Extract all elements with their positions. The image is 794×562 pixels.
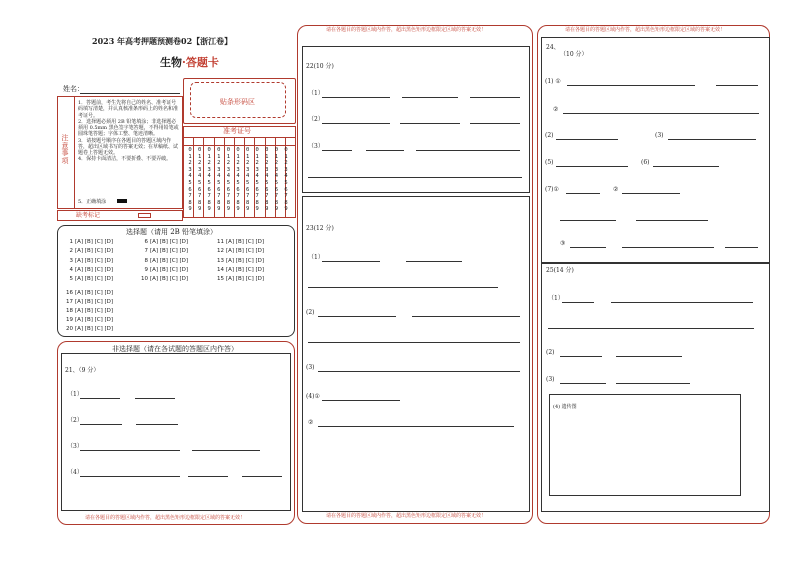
q24-answer-line[interactable] (570, 247, 606, 248)
barcode-label: 贴条形码区 (220, 98, 255, 106)
warning-text: 请在各题目的答题区域内作答，超出黑色矩形边框限定区域的答案无效！ (85, 515, 246, 521)
mcq-question-number: 10 (141, 276, 148, 283)
exam-id-digit-bubble[interactable]: 5 (255, 180, 259, 186)
q24-part-label: ③ (560, 240, 566, 247)
note-item: 2．选择题必须用 2B 铅笔填涂；非选择题必须用 0.5mm 黑色签字笔答题，不得用铅笔或圆珠笔答题；字体工整、笔迹清晰。 (78, 118, 179, 138)
exam-id-digit-bubble[interactable]: 8 (245, 199, 250, 206)
q22-answer-line[interactable] (470, 97, 520, 98)
exam-id-digit-bubble[interactable]: 1 (274, 153, 279, 160)
exam-id-digit-bubble[interactable]: 6 (265, 186, 269, 193)
mcq-option-bubbles[interactable]: [A] [B] [C] [D] (75, 248, 114, 255)
q23-answer-line[interactable] (308, 342, 520, 343)
q23-answer-line[interactable] (406, 261, 462, 262)
mcq-question-number: 19 (66, 317, 73, 324)
q22-part-label: （1） (308, 90, 324, 97)
q24-answer-line[interactable] (556, 139, 618, 140)
absent-checkbox[interactable] (138, 213, 151, 218)
mcq-question-number: 9 (144, 266, 148, 273)
q25-answer-line[interactable] (548, 328, 754, 329)
mcq-question-number: 7 (144, 248, 148, 255)
q24-answer-line[interactable] (566, 193, 600, 194)
q23-part-label: (4)① (306, 393, 320, 400)
exam-id-digit-bubble[interactable]: 9 (197, 206, 202, 213)
exam-id-digit-bubble[interactable]: 6 (226, 186, 231, 193)
mcq-question-number: 4 (69, 266, 73, 273)
q21-label: 21、（9 分） (65, 367, 100, 374)
genetic-diagram-box[interactable] (549, 394, 741, 496)
exam-id-digit-bubble[interactable]: 7 (255, 193, 259, 200)
exam-id-rule (183, 137, 296, 138)
q24-label: 24、 (546, 44, 560, 51)
mcq-option-bubbles[interactable]: [A] [B] [C] [D] (75, 290, 114, 296)
subject-name: 生物 (160, 56, 182, 69)
q25-answer-line[interactable] (616, 356, 682, 357)
mcq-option-bubbles[interactable]: [A] [B] [C] [D] (75, 299, 114, 306)
exam-id-digit-bubble[interactable]: 6 (188, 186, 192, 193)
q23-part-label: (3) (306, 364, 315, 371)
exam-id-digit-bubble[interactable]: 1 (217, 153, 221, 160)
exam-id-digit-bubble[interactable]: 9 (284, 206, 288, 213)
notes-divider (74, 96, 75, 209)
exam-id-digit-bubble[interactable]: 1 (207, 153, 211, 160)
q25-answer-line[interactable] (616, 383, 690, 384)
exam-id-digit-bubble[interactable]: 5 (284, 180, 288, 186)
q21-answer-line[interactable] (135, 398, 175, 399)
q22-answer-line[interactable] (470, 123, 520, 124)
exam-id-digit-bubble[interactable]: 3 (265, 166, 269, 173)
exam-id-digit-bubble[interactable]: 7 (245, 193, 250, 200)
exam-id-digit-bubble[interactable]: 0 (207, 147, 211, 153)
exam-id-digit-bubble[interactable]: 1 (236, 153, 240, 160)
mcq-question-number: 8 (144, 257, 148, 264)
exam-id-digit-bubble[interactable]: 3 (274, 166, 279, 173)
exam-id-digit-bubble[interactable]: 9 (274, 206, 279, 213)
q24-answer-line[interactable] (622, 193, 680, 194)
exam-id-digit-bubble[interactable]: 0 (284, 147, 288, 153)
q21-answer-line[interactable] (242, 476, 282, 477)
mcq-question-number: 3 (69, 257, 73, 264)
q23-answer-line[interactable] (322, 261, 380, 262)
name-field[interactable] (80, 93, 180, 94)
q22-answer-line[interactable] (402, 97, 458, 98)
exam-id-digit-bubble[interactable]: 8 (188, 199, 192, 206)
mcq-option-bubbles[interactable]: [A] [B] [C] [D] (226, 276, 265, 283)
q21-answer-line[interactable] (136, 424, 178, 425)
mcq-option-bubbles[interactable]: [A] [B] [C] [D] (226, 248, 265, 255)
q24-part-label: (5) (545, 159, 554, 166)
q24-part-label: (2) (545, 132, 554, 139)
mcq-question-number: 15 (217, 276, 224, 283)
q24-score: （10 分） (560, 51, 588, 58)
mcq-question-number: 16 (66, 290, 73, 296)
exam-id-digit-bubble[interactable]: 9 (245, 206, 250, 213)
exam-id-digit-bubble[interactable]: 2 (245, 160, 250, 167)
q25-part-label: (2) (546, 349, 555, 356)
exam-id-digit-bubble[interactable]: 5 (217, 180, 221, 186)
exam-id-digit-bubble[interactable]: 2 (217, 160, 221, 167)
mcq-question-number: 1 (69, 239, 73, 245)
mcq-option-bubbles[interactable]: [A] [B] [C] [D] (75, 257, 114, 264)
q21-answer-line[interactable] (80, 424, 122, 425)
mcq-option-bubbles[interactable]: [A] [B] [C] [D] (150, 248, 189, 255)
exam-id-digit-bubble[interactable]: 2 (207, 160, 211, 167)
exam-id-digit-bubble[interactable]: 3 (217, 166, 221, 173)
q25-part-label: (3) (546, 376, 555, 383)
exam-id-digit-bubble[interactable]: 7 (226, 193, 231, 200)
mcq-option-bubbles[interactable]: [A] [B] [C] [D] (75, 266, 114, 273)
q22-label: 22(10 分) (306, 63, 334, 70)
exam-id-digit-bubble[interactable]: 8 (197, 199, 202, 206)
mcq-question-number: 2 (69, 248, 73, 255)
exam-id-digit-bubble[interactable]: 3 (284, 166, 288, 173)
exam-id-digit-bubble[interactable]: 7 (236, 193, 240, 200)
exam-id-digit-bubble[interactable]: 8 (217, 199, 221, 206)
exam-id-digit-bubble[interactable]: 8 (265, 199, 269, 206)
exam-id-digit-bubble[interactable]: 4 (217, 173, 221, 180)
exam-id-digit-bubble[interactable]: 9 (236, 206, 240, 213)
exam-id-digit-bubble[interactable]: 6 (245, 186, 250, 193)
exam-id-digit-bubble[interactable]: 6 (207, 186, 211, 193)
exam-id-digit-bubble[interactable]: 0 (217, 147, 221, 153)
exam-id-digit-bubble[interactable]: 0 (197, 147, 202, 153)
exam-id-digit-bubble[interactable]: 9 (217, 206, 221, 213)
q21-part-label: （2） (67, 417, 83, 424)
q23-label: 23(12 分) (306, 225, 334, 232)
q23-answer-line[interactable] (322, 400, 400, 401)
mcq-option-bubbles[interactable]: [A] [B] [C] [D] (226, 239, 265, 245)
filled-example-mark (117, 199, 127, 203)
warning-text: 请在各题目的答题区域内作答，超出黑色矩形边框限定区域的答案无效！ (565, 27, 726, 33)
q21-answer-line[interactable] (80, 398, 120, 399)
exam-id-digit-bubble[interactable]: 2 (226, 160, 231, 167)
q25-part-label: (4) 遗传图 (553, 404, 577, 410)
mcq-question-number: 18 (66, 308, 73, 315)
exam-id-digit-bubble[interactable]: 8 (284, 199, 288, 206)
q24-part-label: (6) (641, 159, 650, 166)
exam-id-digit-bubble[interactable]: 8 (207, 199, 211, 206)
exam-id-digit-bubble[interactable]: 6 (236, 186, 240, 193)
q24-answer-line[interactable] (725, 247, 758, 248)
exam-id-digit-bubble[interactable]: 7 (217, 193, 221, 200)
q22-answer-line[interactable] (416, 150, 520, 151)
exam-id-digit-bubble[interactable]: 9 (226, 206, 231, 213)
exam-id-digit-bubble[interactable]: 8 (226, 199, 231, 206)
q25-answer-line[interactable] (560, 356, 602, 357)
q22-box (302, 46, 530, 193)
q24-answer-line[interactable] (668, 139, 756, 140)
mcq-question-number: 11 (217, 239, 224, 245)
exam-id-digit-bubble[interactable]: 9 (255, 206, 259, 213)
mcq-question-number: 5 (69, 276, 73, 283)
exam-id-digit-bubble[interactable]: 5 (236, 180, 240, 186)
q24-answer-line[interactable] (653, 166, 719, 167)
exam-id-digit-bubble[interactable]: 9 (207, 206, 211, 213)
q23-answer-line[interactable] (318, 371, 520, 372)
exam-id-digit-bubble[interactable]: 2 (265, 160, 269, 167)
exam-id-digit-bubble[interactable]: 4 (274, 173, 279, 180)
name-label: 姓名： (63, 85, 84, 93)
exam-id-digit-bubble[interactable]: 7 (197, 193, 202, 200)
exam-id-digit-bubble[interactable]: 3 (207, 166, 211, 173)
q24-part-label: (7)① (545, 186, 559, 193)
exam-id-digit-bubble[interactable]: 4 (197, 173, 202, 180)
q24-answer-line[interactable] (563, 113, 759, 114)
exam-id-digit-bubble[interactable]: 3 (188, 166, 192, 173)
exam-id-digit-bubble[interactable]: 4 (188, 173, 192, 180)
mcq-question-number: 14 (217, 266, 224, 273)
q24-answer-line[interactable] (622, 247, 714, 248)
q21-box (61, 353, 291, 511)
exam-id-digit-bubble[interactable]: 8 (274, 199, 279, 206)
exam-id-digit-bubble[interactable]: 2 (188, 160, 192, 167)
mcq-question-number: 17 (66, 299, 73, 306)
exam-id-digit-bubble[interactable]: 4 (236, 173, 240, 180)
q23-box (302, 196, 530, 512)
mcq-option-bubbles[interactable]: [A] [B] [C] [D] (75, 308, 114, 315)
exam-id-digit-bubble[interactable]: 2 (236, 160, 240, 167)
exam-id-digit-bubble[interactable]: 0 (226, 147, 231, 153)
mcq-option-bubbles[interactable]: [A] [B] [C] [D] (226, 266, 265, 273)
q21-answer-line[interactable] (80, 450, 180, 451)
q22-part-label: （3） (308, 143, 324, 150)
exam-id-digit-bubble[interactable]: 5 (197, 180, 202, 186)
exam-id-digit-bubble[interactable]: 1 (245, 153, 250, 160)
q21-answer-line[interactable] (188, 476, 228, 477)
mcq-option-bubbles[interactable]: [A] [B] [C] [D] (226, 257, 265, 264)
exam-id-digit-bubble[interactable]: 0 (255, 147, 259, 153)
exam-id-digit-bubble[interactable]: 3 (245, 166, 250, 173)
q22-answer-line[interactable] (308, 177, 522, 178)
exam-id-digit-bubble[interactable]: 9 (265, 206, 269, 213)
q21-answer-line[interactable] (192, 450, 260, 451)
q22-answer-line[interactable] (322, 97, 390, 98)
exam-id-digit-bubble[interactable]: 2 (255, 160, 259, 167)
q22-answer-line[interactable] (322, 150, 352, 151)
mcq-option-bubbles[interactable]: [A] [B] [C] [D] (75, 239, 114, 245)
q22-part-label: （2） (308, 116, 324, 123)
exam-id-digit-bubble[interactable]: 7 (265, 193, 269, 200)
q25-label: 25(14 分) (546, 267, 574, 274)
mcq-option-bubbles[interactable]: [A] [B] [C] [D] (150, 239, 189, 245)
mcq-option-bubbles[interactable]: [A] [B] [C] [D] (150, 276, 189, 283)
q24-answer-line[interactable] (716, 85, 758, 86)
q24-answer-line[interactable] (560, 220, 616, 221)
mcq-option-bubbles[interactable]: [A] [B] [C] [D] (75, 317, 114, 324)
exam-id-digit-bubble[interactable]: 0 (188, 147, 192, 153)
exam-id-digit-bubble[interactable]: 1 (255, 153, 259, 160)
exam-id-digit-bubble[interactable]: 1 (197, 153, 202, 160)
exam-id-digit-bubble[interactable]: 1 (265, 153, 269, 160)
mcq-question-number: 13 (217, 257, 224, 264)
q25-answer-line[interactable] (611, 302, 753, 303)
exam-id-digit-bubble[interactable]: 5 (207, 180, 211, 186)
exam-id-digit-bubble[interactable]: 1 (188, 153, 192, 160)
q24-part-label: (1) ① (545, 78, 561, 85)
q21-part-label: （1） (67, 391, 83, 398)
mcq-option-bubbles[interactable]: [A] [B] [C] [D] (75, 326, 114, 333)
exam-id-digit-bubble[interactable]: 8 (255, 199, 259, 206)
exam-id-digit-bubble[interactable]: 4 (245, 173, 250, 180)
q24-answer-line[interactable] (556, 166, 628, 167)
q25-part-label: （1） (548, 295, 564, 302)
q23-answer-line[interactable] (318, 316, 396, 317)
mcq-question-number: 12 (217, 248, 224, 255)
exam-id-digit-bubble[interactable]: 4 (284, 173, 288, 180)
absent-label: 缺考标记 (76, 212, 101, 219)
q21-part-label: （4） (67, 469, 83, 476)
free-response-title: 非选择题（请在各试题的答题区内作答） (112, 345, 238, 353)
warning-text: 请在各题目的答题区域内作答，超出黑色矩形边框限定区域的答案无效！ (326, 513, 487, 519)
q25-answer-line[interactable] (562, 302, 594, 303)
exam-id-digit-bubble[interactable]: 0 (236, 147, 240, 153)
exam-id-digit-bubble[interactable]: 7 (207, 193, 211, 200)
mcq-question-number: 20 (66, 326, 73, 333)
exam-id-digit-bubble[interactable]: 7 (188, 193, 192, 200)
note-item: 1．答题前，考生先将自己的姓名、准考证号码填写清楚，并认真核准条形码上的姓名和准考证号。 (78, 100, 179, 119)
q23-part-label: (2) (306, 309, 315, 316)
exam-id-digit-bubble[interactable]: 6 (255, 186, 259, 193)
q23-part-label: （1） (308, 254, 324, 261)
subject-title (160, 57, 219, 68)
exam-id-digit-bubble[interactable]: 6 (217, 186, 221, 193)
note-item: 5．正确填涂 (78, 199, 107, 205)
exam-id-digit-bubble[interactable]: 6 (284, 186, 288, 193)
q24-box (541, 37, 770, 263)
mcq-title: 选择题（请用 2B 铅笔填涂） (126, 228, 218, 236)
note-item: 3．请按题号顺序在各题目的答题区域内作答，超出区域书写的答案无效；在草稿纸、试题卷上答题无效。 (78, 137, 179, 156)
q25-answer-line[interactable] (560, 383, 606, 384)
notes-list (78, 100, 180, 163)
exam-id-digit-bubble[interactable]: 0 (245, 147, 250, 153)
exam-id-digit-bubble[interactable]: 5 (274, 180, 279, 186)
exam-id-digit-bubble[interactable]: 5 (265, 180, 269, 186)
exam-id-digit-bubble[interactable]: 1 (226, 153, 231, 160)
q21-part-label: （3） (67, 443, 83, 450)
exam-id-digit-bubble[interactable]: 6 (274, 186, 279, 193)
exam-id-digit-bubble[interactable]: 4 (265, 173, 269, 180)
exam-id-digit-bubble[interactable]: 4 (226, 173, 231, 180)
exam-id-digit-bubble[interactable]: 1 (284, 153, 288, 160)
exam-id-digit-bubble[interactable]: 4 (255, 173, 259, 180)
exam-title: 2023 年高考押题预测卷02【浙江卷】 (92, 36, 233, 46)
subject-suffix: ·答题卡 (182, 56, 219, 69)
q21-answer-line[interactable] (80, 476, 180, 477)
exam-id-rule (183, 145, 296, 146)
q24-answer-line[interactable] (567, 85, 695, 86)
warning-text: 请在各题目的答题区域内作答，超出黑色矩形边框限定区域的答案无效！ (326, 27, 487, 33)
q22-answer-line[interactable] (366, 150, 404, 151)
exam-id-digit-bubble[interactable]: 7 (284, 193, 288, 200)
q22-answer-line[interactable] (400, 123, 460, 124)
q23-part-label: ② (308, 419, 314, 426)
mcq-option-bubbles[interactable]: [A] [B] [C] [D] (150, 266, 189, 273)
exam-id-digit-bubble[interactable]: 3 (236, 166, 240, 173)
exam-id-digit-bubble[interactable]: 5 (226, 180, 231, 186)
exam-id-digit-bubble[interactable]: 7 (274, 193, 279, 200)
q23-answer-line[interactable] (412, 316, 520, 317)
mcq-option-bubbles[interactable]: [A] [B] [C] [D] (75, 276, 114, 283)
exam-id-digit-bubble[interactable]: 9 (188, 206, 192, 213)
exam-id-digit-bubble[interactable]: 2 (197, 160, 202, 167)
exam-id-digit-bubble[interactable]: 8 (236, 199, 240, 206)
q22-answer-line[interactable] (322, 123, 390, 124)
exam-id-digit-bubble[interactable]: 0 (274, 147, 279, 153)
exam-id-digit-bubble[interactable]: 4 (207, 173, 211, 180)
exam-id-digit-bubble[interactable]: 5 (188, 180, 192, 186)
q24-part-label: ② (613, 186, 619, 193)
q24-part-label: (3) (655, 132, 664, 139)
note-item: 4．保持卡面清洁，不要折叠、不要弄破。 (78, 156, 172, 163)
q24-answer-line[interactable] (636, 220, 708, 221)
exam-id-digit-bubble[interactable]: 3 (197, 166, 202, 173)
exam-id-label: 准考证号 (223, 127, 251, 135)
exam-id-digit-bubble[interactable]: 3 (255, 166, 259, 173)
q23-answer-line[interactable] (318, 426, 514, 427)
exam-id-digit-bubble[interactable]: 3 (226, 166, 231, 173)
mcq-question-number: 6 (144, 239, 148, 245)
exam-id-digit-bubble[interactable]: 0 (265, 147, 269, 153)
mcq-option-bubbles[interactable]: [A] [B] [C] [D] (150, 257, 189, 264)
notes-label: 注意事项 (61, 134, 69, 166)
exam-id-digit-bubble[interactable]: 2 (284, 160, 288, 167)
exam-id-digit-bubble[interactable]: 2 (274, 160, 279, 167)
exam-id-digit-bubble[interactable]: 6 (197, 186, 202, 193)
exam-id-digit-bubble[interactable]: 5 (245, 180, 250, 186)
q23-answer-line[interactable] (308, 287, 498, 288)
q24-part-label: ② (553, 106, 559, 113)
